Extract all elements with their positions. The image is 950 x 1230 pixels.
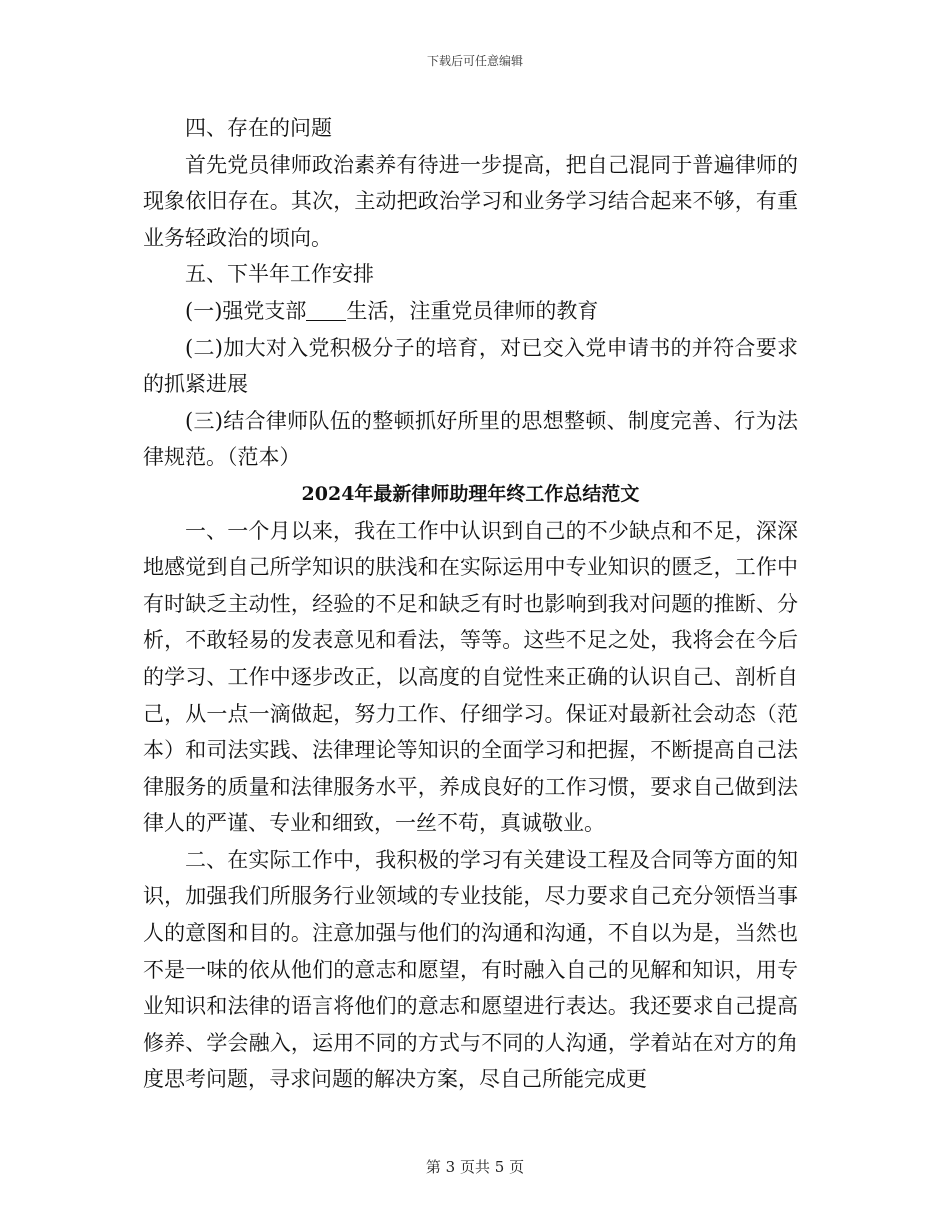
paragraph-1: 一、一个月以来，我在工作中认识到自己的不少缺点和不足，深深地感觉到自己所学知识的肤浅和在实际运用中专业知识的匮乏，工作中有时缺乏主动性，经验的不足和缺乏有时也影响到我对问题的推断、分析，不敢轻易的发表意见和看法，等等。这些不足之处，我将会在今后的学习、工作中逐步改正，以高度的自觉性来正确的认识自己、剖析自己，从一点一滴做起，努力工作、仔细学习。保证对最新社会动态（范本）和司法实践、法律理论等知识的全面学习和把握，不断提高自己法律服务的质量和法律服务水平，养成良好的工作习惯，要求自己做到法律人的严谨、专业和细致，一丝不苟，真诚敬业。 xyxy=(143,518,798,836)
plan-item-1-end: 生活，注重党员律师的教育 xyxy=(346,298,599,323)
page-number: 第 3 页共 5 页 xyxy=(425,1158,525,1176)
plan-item-2: (二)加大对入党积极分子的培育，对已交入党申请书的并符合要求的抓紧进展 xyxy=(143,335,798,397)
section-heading-plan: 五、下半年工作安排 xyxy=(185,262,374,287)
plan-item-3: (三)结合律师队伍的整顿抓好所里的思想整顿、制度完善、行为法律规范。（范本） xyxy=(143,408,798,470)
document-body xyxy=(143,110,798,1098)
paragraph-problems: 首先党员律师政治素养有待进一步提高，把自己混同于普遍律师的现象依旧存在。其次，主动把政治学习和业务学习结合起来不够，有重业务轻政治的顷向。 xyxy=(143,152,798,250)
paragraph-2: 二、在实际工作中，我积极的学习有关建设工程及合同等方面的知识，加强我们所服务行业领域的专业技能，尽力要求自己充分领悟当事人的意图和目的。注意加强与他们的沟通和沟通，不自以为是，当然也不是一味的依从他们的意志和愿望，有时融入自己的见解和知识，用专业知识和法律的语言将他们的意志和愿望进行表达。我还要求自己提高修养、学会融入，运用不同的方式与不同的人沟通，学着站在对方的角度思考问题，寻求问题的解决方案，尽自己所能完成更 xyxy=(143,847,798,1092)
section-heading-problems: 四、存在的问题 xyxy=(185,116,332,140)
plan-item-1-start: (一)强党支部 xyxy=(185,298,307,323)
fill-in-blank xyxy=(306,299,346,321)
plan-item-1 xyxy=(143,293,798,330)
document-title: 2024年最新律师助理年终工作总结范文 xyxy=(301,482,640,505)
page-header: 下载后可任意编辑 xyxy=(426,54,523,68)
